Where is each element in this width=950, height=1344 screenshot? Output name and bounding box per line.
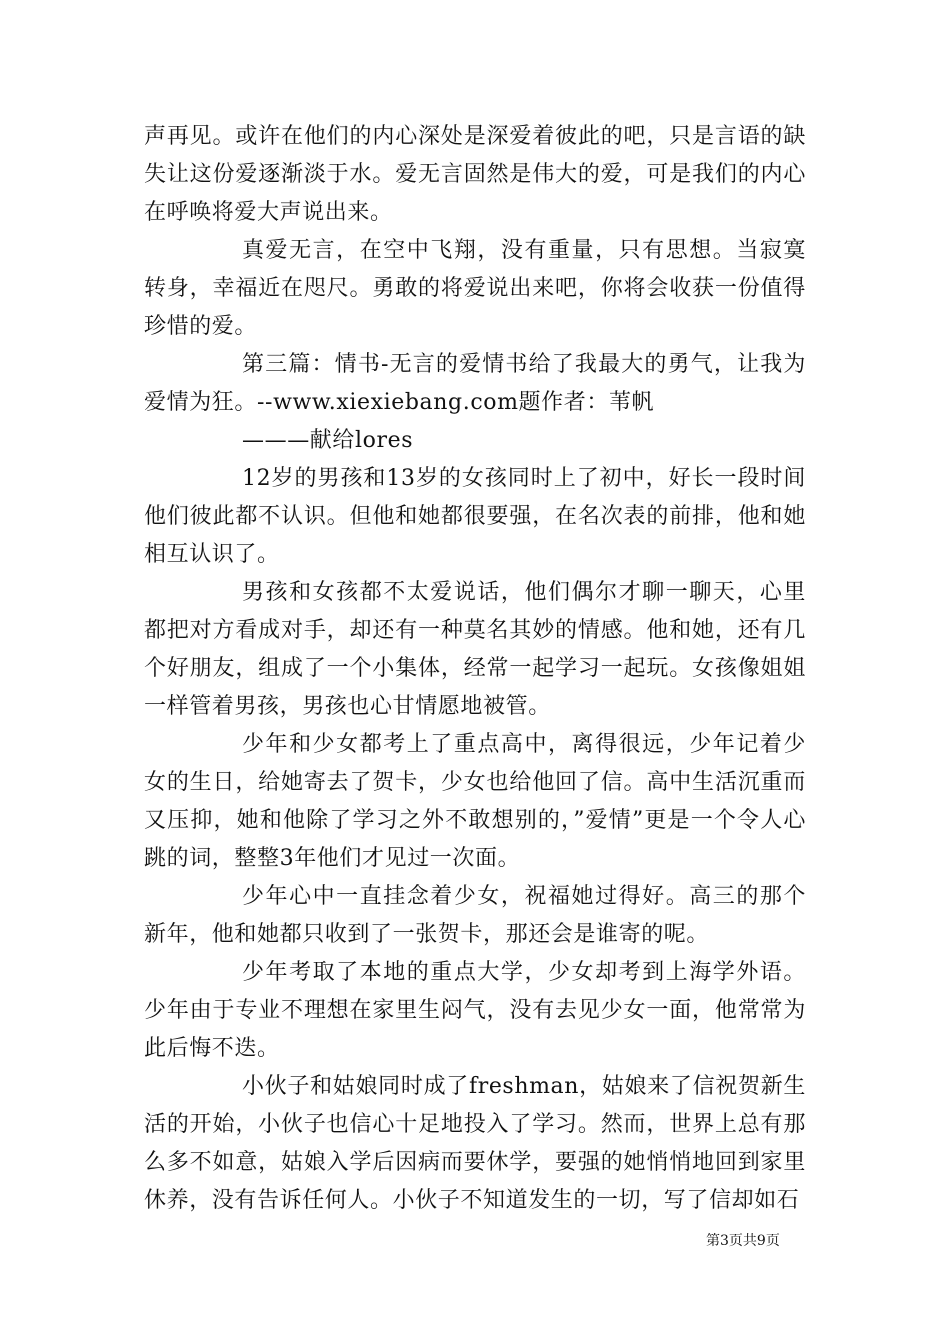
dedication-line: ———献给lores	[242, 428, 414, 453]
paragraph: 12岁的男孩和13岁的女孩同时上了初中，好长一段时间他们彼此都不认识。但他和她都很要强，在名次表的前排，他和她相互认识了。	[144, 466, 806, 567]
paragraph: 少年考取了本地的重点大学，少女却考到上海学外语。少年由于专业不理想在家里生闷气，没有去见少女一面，他常常为此后悔不迭。	[144, 960, 806, 1061]
paragraph: 少年心中一直挂念着少女，祝福她过得好。高三的那个新年，他和她都只收到了一张贺卡，那还会是谁寄的呢。	[144, 884, 806, 947]
page-number: 第3页共9页	[706, 1233, 780, 1249]
section-heading: 第三篇：情书-无言的爱情书给了我最大的勇气，让我为爱情为狂。--www.xiexiebang.com题作者：苇帆	[144, 352, 806, 415]
paragraph: 男孩和女孩都不太爱说话，他们偶尔才聊一聊天，心里都把对方看成对手，却还有一种莫名其妙的情感。他和她，还有几个好朋友，组成了一个小集体，经常一起学习一起玩。女孩像姐姐一样管着男孩，男孩也心甘情愿地被管。	[144, 580, 806, 719]
paragraph: 真爱无言，在空中飞翔，没有重量，只有思想。当寂寞转身，幸福近在咫尺。勇敢的将爱说出来吧，你将会收获一份值得珍惜的爱。	[144, 238, 806, 339]
paragraph: 声再见。或许在他们的内心深处是深爱着彼此的吧，只是言语的缺失让这份爱逐渐淡于水。爱无言固然是伟大的爱，可是我们的内心在呼唤将爱大声说出来。	[144, 124, 806, 225]
paragraph: 小伙子和姑娘同时成了freshman，姑娘来了信祝贺新生活的开始，小伙子也信心十足地投入了学习。然而，世界上总有那么多不如意，姑娘入学后因病而要休学，要强的她悄悄地回到家里休养，没有告诉任何人。小伙子不知道发生的一切，写了信却如石	[144, 1074, 806, 1213]
document-body	[144, 118, 806, 1220]
paragraph: 少年和少女都考上了重点高中，离得很远，少年记着少女的生日，给她寄去了贺卡，少女也给他回了信。高中生活沉重而又压抑，她和他除了学习之外不敢想别的，”爱情”更是一个令人心跳的词，整整3年他们才见过一次面。	[144, 732, 806, 871]
